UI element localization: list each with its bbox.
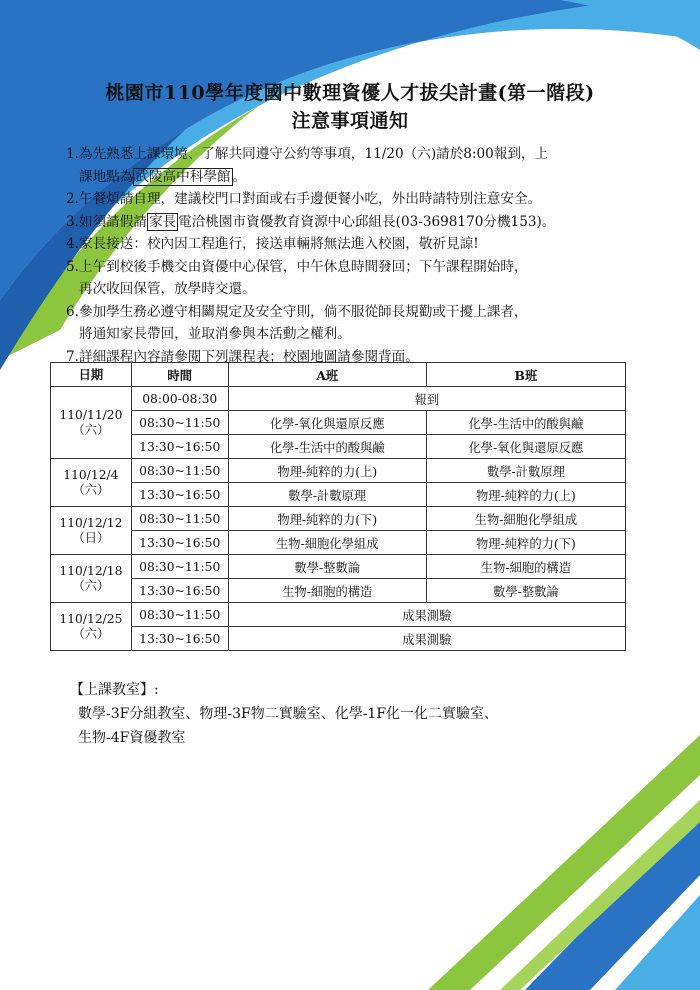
- note-text: 詳細課程內容請參閱下列課程表；校園地圖請參閱背面。: [78, 348, 419, 365]
- classroom-line-2: 生物-4F資優教室: [78, 730, 186, 746]
- note-item-4: [66, 233, 666, 256]
- header-date: 日期: [51, 363, 132, 387]
- date-value: 110/12/18: [59, 563, 123, 578]
- date-value: 110/12/4: [63, 467, 119, 482]
- class-a-cell: 生物-細胞的構造: [228, 579, 426, 603]
- note-text-end: 電洽桃園市資優教育資源中心邱組長(03-3698170分機153)。: [178, 213, 556, 230]
- time-cell: 13:30~16:50: [131, 483, 228, 507]
- note-text: 午餐煩請自理，建議校門口對面或右手邊便餐小吃，外出時請特別注意安全。: [78, 191, 542, 207]
- note-item-3: [66, 211, 666, 234]
- date-cell: [51, 507, 132, 555]
- table-row: [51, 411, 626, 435]
- boxed-parent: 家長: [148, 213, 177, 230]
- weekday-value: （六）: [72, 578, 110, 593]
- note-number: 1.: [66, 146, 79, 162]
- notice-items: [66, 143, 666, 368]
- table-row: [51, 603, 626, 627]
- class-a-cell: 數學-計數原理: [228, 483, 426, 507]
- header-class-a: A班: [228, 363, 426, 387]
- classroom-heading: 【上課教室】:: [70, 682, 159, 698]
- time-cell: 13:30~16:50: [131, 579, 228, 603]
- note-number: 6.: [66, 303, 79, 320]
- table-row: [51, 627, 626, 651]
- table-row: [51, 435, 626, 459]
- date-cell: [51, 603, 132, 651]
- class-a-cell: 生物-細胞化學組成: [228, 531, 426, 555]
- date-value: 110/12/25: [59, 611, 123, 626]
- note-text: 為先熟悉上課環境、了解共同遵守公約等事項，11/20（六)請於8:00報到，上: [78, 146, 549, 162]
- class-b-cell: 物理-純粹的力(下): [426, 531, 625, 555]
- note-number: 5.: [66, 258, 79, 275]
- date-cell: [51, 387, 132, 459]
- note-text-continued: 將通知家長帶回，並取消參與本活動之權利。: [79, 326, 351, 342]
- note-text-continued: 再次收回保管，放學時交還。: [79, 281, 256, 297]
- note-item-2: [66, 188, 666, 211]
- date-value: 110/12/12: [59, 515, 123, 530]
- note-text-end: 。: [232, 168, 247, 185]
- class-a-cell: 物理-純粹的力(下): [228, 507, 426, 531]
- notice-subtitle: 注意事項通知: [291, 110, 409, 132]
- table-row: [51, 483, 626, 507]
- header-class-b: B班: [426, 363, 625, 387]
- weekday-value: （六）: [72, 482, 110, 497]
- class-a-cell: 化學-氧化與還原反應: [228, 411, 426, 435]
- notice-title: 桃園市110學年度國中數理資優人才拔尖計畫(第一階段): [105, 82, 595, 104]
- note-number: 4.: [66, 236, 79, 252]
- class-a-cell: 數學-整數論: [228, 555, 426, 579]
- note-number: 3.: [66, 213, 79, 230]
- course-schedule-table: [50, 362, 626, 651]
- weekday-value: （六）: [72, 422, 110, 437]
- class-b-cell: 化學-生活中的酸與鹼: [426, 411, 625, 435]
- class-a-cell: 物理-純粹的力(上): [228, 459, 426, 483]
- note-text: 家長接送：校內因工程進行，接送車輛將無法進入校園，敬祈見諒!: [78, 236, 479, 252]
- classroom-line-1: 數學-3F分組教室、物理-3F物二實驗室、化學-1F化一化二實驗室、: [78, 706, 499, 722]
- merged-cell: 成果測驗: [228, 603, 625, 627]
- weekday-value: （六）: [72, 626, 110, 641]
- table-row: [51, 387, 626, 411]
- note-text: 如須請假請: [78, 213, 147, 230]
- time-cell: 08:30~11:50: [131, 507, 228, 531]
- date-value: 110/11/20: [59, 407, 123, 422]
- note-text-continued: 課地點為: [79, 168, 134, 185]
- class-b-cell: 物理-純粹的力(上): [426, 483, 625, 507]
- class-b-cell: 生物-細胞化學組成: [426, 507, 625, 531]
- time-cell: 13:30~16:50: [131, 435, 228, 459]
- class-b-cell: 化學-氧化與還原反應: [426, 435, 625, 459]
- class-b-cell: 數學-計數原理: [426, 459, 625, 483]
- note-number: 7.: [66, 348, 79, 365]
- note-text: 參加學生務必遵守相關規定及安全守則，倘不服從師長規勸或干擾上課者，: [78, 303, 528, 320]
- date-cell: [51, 555, 132, 603]
- time-cell: 08:30~11:50: [131, 459, 228, 483]
- weekday-value: （日）: [72, 530, 110, 545]
- classroom-info: [72, 678, 498, 750]
- note-item-5: [66, 256, 666, 301]
- note-number: 2.: [66, 191, 79, 207]
- time-cell: 13:30~16:50: [131, 627, 228, 651]
- note-item-6: [66, 301, 666, 346]
- table-row: [51, 459, 626, 483]
- merged-cell: 成果測驗: [228, 627, 625, 651]
- date-cell: [51, 459, 132, 507]
- header-time: 時間: [131, 363, 228, 387]
- time-cell: 08:30~11:50: [131, 411, 228, 435]
- table-row: [51, 579, 626, 603]
- merged-cell: 報到: [228, 387, 625, 411]
- time-cell: 08:30~11:50: [131, 555, 228, 579]
- note-text: 上午到校後手機交由資優中心保管，中午休息時間發回；下午課程開始時，: [78, 258, 528, 275]
- table-row: [51, 507, 626, 531]
- class-b-cell: 數學-整數論: [426, 579, 625, 603]
- class-b-cell: 生物-細胞的構造: [426, 555, 625, 579]
- time-cell: 08:00-08:30: [131, 387, 228, 411]
- boxed-location: 武陵高中科學館: [135, 168, 231, 185]
- table-row: [51, 531, 626, 555]
- table-header-row: [51, 363, 626, 387]
- note-item-1: [66, 143, 666, 188]
- table-row: [51, 555, 626, 579]
- time-cell: 08:30~11:50: [131, 603, 228, 627]
- class-a-cell: 化學-生活中的酸與鹼: [228, 435, 426, 459]
- time-cell: 13:30~16:50: [131, 531, 228, 555]
